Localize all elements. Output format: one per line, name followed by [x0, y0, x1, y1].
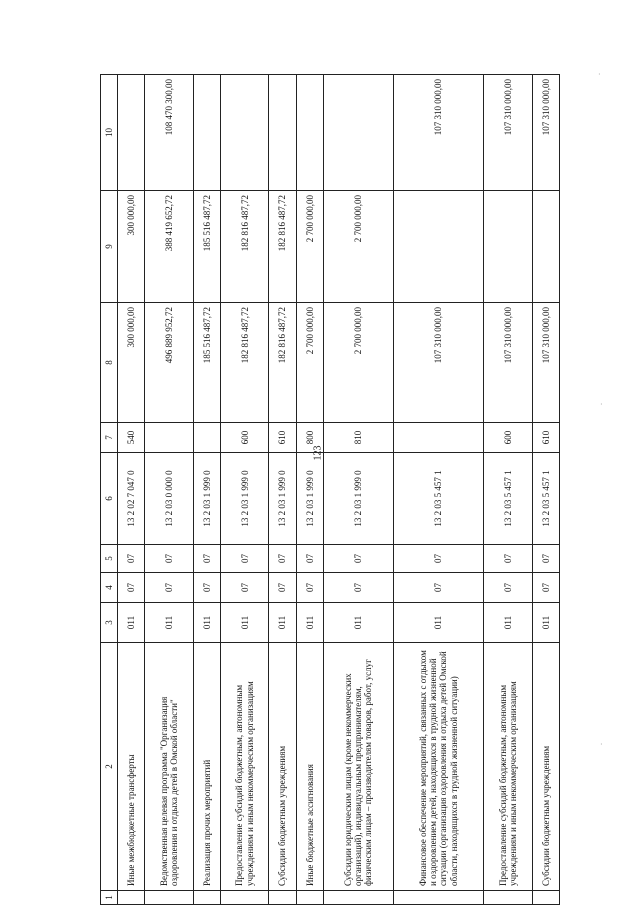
row-index-cell [393, 891, 484, 905]
cell-c3: 011 [220, 603, 268, 643]
cell-c3: 011 [145, 603, 193, 643]
row-index-cell [296, 891, 323, 905]
row-index-cell [118, 891, 145, 905]
column-header: 4 [101, 573, 118, 603]
cell-c6: 13 2 02 7 047 0 [118, 453, 145, 545]
table-row [118, 75, 145, 905]
column-header: 6 [101, 453, 118, 545]
cell-c10: 107 310 000,00 [484, 75, 532, 191]
cell-c8: 107 310 000,00 [484, 303, 532, 423]
cell-c6: 13 2 03 1 999 0 [220, 453, 268, 545]
row-name-cell: Субсидии юридическим лицам (кроме некоммерческих организаций), индивидуальным предпринимателям, физическим лицам – производителям товаров, работ, услуг [323, 643, 393, 891]
cell-c6: 13 2 03 1 999 0 [323, 453, 393, 545]
cell-c7: 540 [118, 423, 145, 453]
cell-c9: 182 816 487,72 [220, 191, 268, 303]
row-index-cell [193, 891, 220, 905]
cell-c6: 13 2 03 5 457 1 [532, 453, 559, 545]
cell-c4: 07 [269, 573, 296, 603]
cell-c3: 011 [323, 603, 393, 643]
cell-c6: 13 2 03 1 999 0 [296, 453, 323, 545]
cell-c3: 011 [532, 603, 559, 643]
table-row [145, 75, 193, 905]
row-name-cell: Иные бюджетные ассигнования [296, 643, 323, 891]
table-row [193, 75, 220, 905]
cell-c5: 07 [323, 545, 393, 573]
cell-c7 [193, 423, 220, 453]
cell-c5: 07 [393, 545, 484, 573]
column-header: 5 [101, 545, 118, 573]
cell-c9: 388 419 652,72 [145, 191, 193, 303]
cell-c8: 2 700 000,00 [323, 303, 393, 423]
column-header: 10 [101, 75, 118, 191]
cell-c8: 300 000,00 [118, 303, 145, 423]
cell-c5: 07 [145, 545, 193, 573]
row-name-cell: Реализация прочих мероприятий [193, 643, 220, 891]
cell-c4: 07 [145, 573, 193, 603]
cell-c9 [532, 191, 559, 303]
cell-c5: 07 [532, 545, 559, 573]
cell-c7: 810 [323, 423, 393, 453]
cell-c7: 800 [296, 423, 323, 453]
cell-c7: 610 [269, 423, 296, 453]
cell-c10 [296, 75, 323, 191]
cell-c8: 107 310 000,00 [532, 303, 559, 423]
cell-c8: 182 816 487,72 [220, 303, 268, 423]
cell-c4: 07 [296, 573, 323, 603]
cell-c6: 13 2 03 5 457 1 [484, 453, 532, 545]
column-header: 1 [101, 891, 118, 905]
cell-c7 [145, 423, 193, 453]
table-row [393, 75, 484, 905]
cell-c7: 600 [220, 423, 268, 453]
scan-mark: · [600, 740, 603, 749]
table-row [296, 75, 323, 905]
cell-c5: 07 [220, 545, 268, 573]
row-index-cell [269, 891, 296, 905]
page-number: 123 [312, 445, 324, 461]
row-name-cell: Субсидии бюджетным учреждениям [532, 643, 559, 891]
cell-c9 [393, 191, 484, 303]
cell-c10: 108 470 300,00 [145, 75, 193, 191]
cell-c6: 13 2 03 1 999 0 [269, 453, 296, 545]
cell-c4: 07 [323, 573, 393, 603]
row-name-cell: Субсидии бюджетным учреждениям [269, 643, 296, 891]
cell-c8: 107 310 000,00 [393, 303, 484, 423]
cell-c10 [118, 75, 145, 191]
cell-c4: 07 [532, 573, 559, 603]
cell-c3: 011 [296, 603, 323, 643]
scan-mark: · [598, 70, 601, 79]
cell-c3: 011 [118, 603, 145, 643]
cell-c3: 011 [193, 603, 220, 643]
row-index-cell [145, 891, 193, 905]
header-row [101, 75, 118, 905]
cell-c10 [193, 75, 220, 191]
cell-c7: 610 [532, 423, 559, 453]
row-name-cell: Предоставление субсидий бюджетным, автономным учреждениям и иным некоммерческим организациям [484, 643, 532, 891]
column-header: 3 [101, 603, 118, 643]
row-name-cell: Ведомственная целевая программа "Организация оздоровления и отдыха детей в Омской области" [145, 643, 193, 891]
cell-c8: 2 700 000,00 [296, 303, 323, 423]
cell-c10: 107 310 000,00 [393, 75, 484, 191]
cell-c5: 07 [193, 545, 220, 573]
cell-c10: 107 310 000,00 [532, 75, 559, 191]
table-row [484, 75, 532, 905]
cell-c3: 011 [269, 603, 296, 643]
scan-mark: · [600, 400, 603, 409]
table-row [220, 75, 268, 905]
row-name-cell: Предоставление субсидий бюджетным, автономным учреждениям и иным некоммерческим организациям [220, 643, 268, 891]
cell-c4: 07 [484, 573, 532, 603]
cell-c5: 07 [296, 545, 323, 573]
cell-c8: 496 889 952,72 [145, 303, 193, 423]
cell-c6: 13 2 03 0 000 0 [145, 453, 193, 545]
column-header: 7 [101, 423, 118, 453]
table-row [323, 75, 393, 905]
budget-table-rotated [100, 75, 560, 905]
cell-c4: 07 [118, 573, 145, 603]
row-name-cell: Финансовое обеспечение мероприятий, связанных с отдыхом и оздоровлением детей, находящихся в трудной жизненной ситуации (организация оздоровления и отдыха детей Омской области, находящихся в трудной жизненной ситуации) [393, 643, 484, 891]
cell-c6: 13 2 03 5 457 1 [393, 453, 484, 545]
cell-c5: 07 [118, 545, 145, 573]
cell-c6: 13 2 03 1 999 0 [193, 453, 220, 545]
column-header: 2 [101, 643, 118, 891]
cell-c8: 185 516 487,72 [193, 303, 220, 423]
row-index-cell [323, 891, 393, 905]
cell-c3: 011 [393, 603, 484, 643]
cell-c9: 185 516 487,72 [193, 191, 220, 303]
table-row [269, 75, 296, 905]
row-name-cell: Иные межбюджетные трансферты [118, 643, 145, 891]
row-index-cell [532, 891, 559, 905]
row-index-cell [484, 891, 532, 905]
budget-table [100, 74, 560, 905]
cell-c4: 07 [220, 573, 268, 603]
cell-c7 [393, 423, 484, 453]
cell-c10 [269, 75, 296, 191]
cell-c5: 07 [269, 545, 296, 573]
column-header: 8 [101, 303, 118, 423]
cell-c4: 07 [193, 573, 220, 603]
cell-c3: 011 [484, 603, 532, 643]
cell-c8: 182 816 487,72 [269, 303, 296, 423]
cell-c4: 07 [393, 573, 484, 603]
table-row [532, 75, 559, 905]
cell-c5: 07 [484, 545, 532, 573]
cell-c10 [220, 75, 268, 191]
cell-c9: 2 700 000,00 [323, 191, 393, 303]
cell-c9: 2 700 000,00 [296, 191, 323, 303]
row-index-cell [220, 891, 268, 905]
cell-c7: 600 [484, 423, 532, 453]
cell-c10 [323, 75, 393, 191]
cell-c9 [484, 191, 532, 303]
cell-c9: 182 816 487,72 [269, 191, 296, 303]
column-header: 9 [101, 191, 118, 303]
cell-c9: 300 000,00 [118, 191, 145, 303]
